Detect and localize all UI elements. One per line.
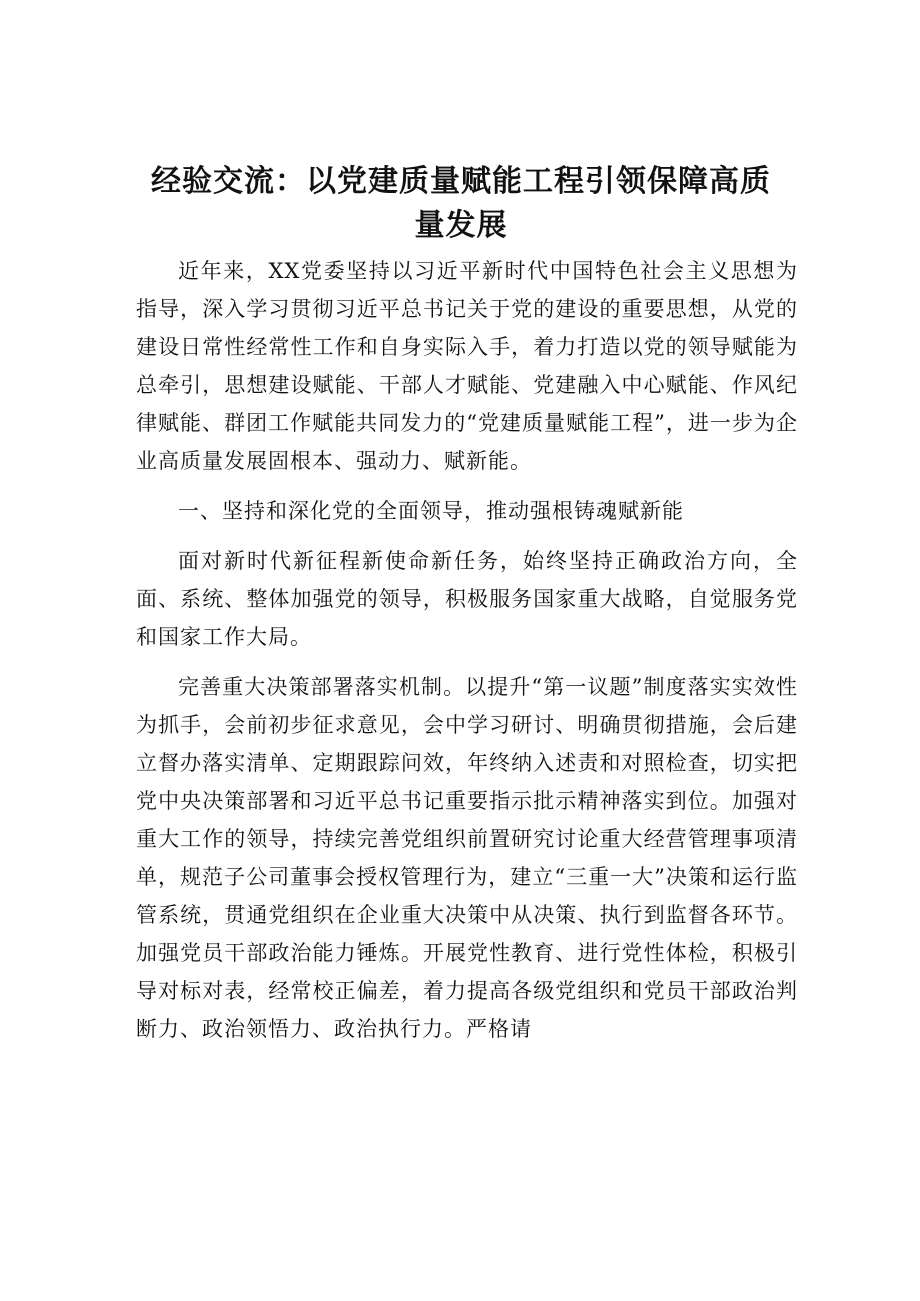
section-heading-1: 一、坚持和深化党的全面领导，推动强根铸魂赋新能 bbox=[178, 499, 684, 523]
paragraph-decision-mechanism: 完善重大决策部署落实机制。以提升“第一议题”制度落实实效性为抓手，会前初步征求意见，会中学习研讨、明确贯彻措施，会后建立督办落实清单、定期跟踪问效，年终纳入述责和对照检查，切实把党中央决策部署和习近平总书记重要指示批示精神落实到位。加强对重大工作的领导，持续完善党组织前置研究讨论重大经营管理事项清单，规范子公司董事会授权管理行为，建立“三重一大”决策和运行监管系统，贯通党组织在企业重大决策中从决策、执行到监督各环节。加强党员干部政治能力锤炼。开展党性教育、进行党性体检，积极引导对标对表，经常校正偏差，着力提高各级党组织和党员干部政治判断力、政治领悟力、政治执行力。严格请 bbox=[136, 675, 798, 1041]
paragraph-intro: 近年来，XX党委坚持以习近平新时代中国特色社会主义思想为指导，深入学习贯彻习近平总书记关于党的建设的重要思想，从党的建设日常性经常性工作和自身实际入手，着力打造以党的领导赋能为总牵引，思想建设赋能、干部人才赋能、党建融入中心赋能、作风纪律赋能、群团工作赋能共同发力的“党建质量赋能工程”，进一步为企业高质量发展固根本、强动力、赋新能。 bbox=[136, 259, 798, 473]
document-body bbox=[136, 252, 798, 1048]
document-title: 经验交流：以党建质量赋能工程引领保障高质量发展 bbox=[151, 164, 771, 243]
paragraph-section-1: 面对新时代新征程新使命新任务，始终坚持正确政治方向，全面、系统、整体加强党的领导，积极服务国家重大战略，自觉服务党和国家工作大局。 bbox=[136, 549, 798, 649]
